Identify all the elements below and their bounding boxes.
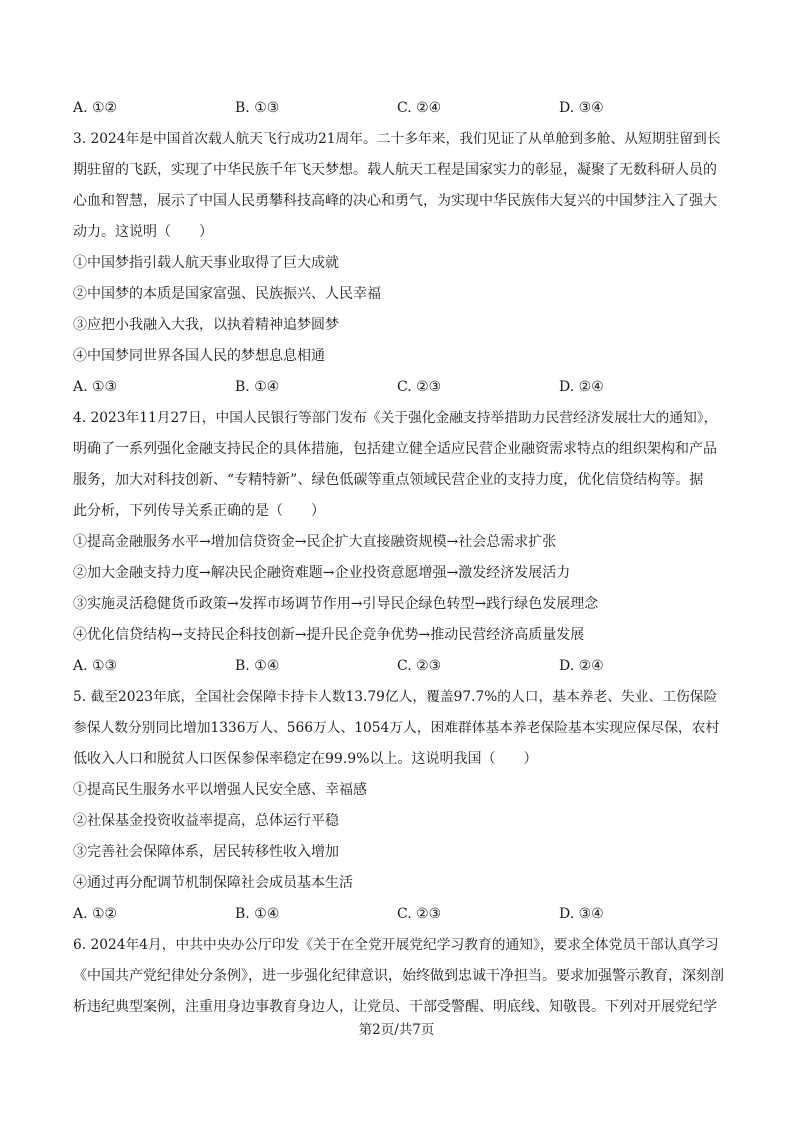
q4-option-b: B. ①④ [235, 658, 280, 674]
q5-options [73, 899, 725, 930]
q2-option-b: B. ①③ [235, 100, 280, 116]
q5-item-4: ④通过再分配调节机制保障社会成员基本生活 [73, 875, 353, 891]
question-4 [73, 403, 725, 682]
q3-option-a: A. ①③ [73, 379, 118, 395]
q3-option-d: D. ②④ [559, 379, 604, 395]
question-5 [73, 682, 725, 930]
q4-option-c: C. ②③ [397, 658, 442, 674]
q5-option-d: D. ③④ [559, 906, 604, 922]
q6-stem-line: 6. 2024年4月，中共中央办公厅印发《关于在全党开展党纪学习教育的通知》，要求全体党员干部认真学习 [73, 937, 719, 953]
q2-option-a: A. ①② [73, 100, 118, 116]
q3-item-4: ④中国梦同世界各国人民的梦想息息相通 [73, 348, 325, 364]
q3-option-b: B. ①④ [235, 379, 280, 395]
q4-item-3: ③实施灵活稳健货币政策→发挥市场调节作用→引导民企绿色转型→践行绿色发展理念 [73, 596, 599, 612]
q2-option-d: D. ③④ [559, 100, 604, 116]
q3-item-3: ③应把小我融入大我，以执着精神追梦圆梦 [73, 317, 339, 333]
question-3 [73, 124, 725, 403]
q3-stem-line: 心血和智慧，展示了中国人民勇攀科技高峰的决心和勇气，为实现中华民族伟大复兴的中国梦注入了强大 [73, 193, 717, 209]
q6-stem-line: 《中国共产党纪律处分条例》，进一步强化纪律意识，始终做到忠诚干净担当。要求加强警示教育，深刻剖 [73, 968, 724, 984]
q5-stem-line: 低收入人口和脱贫人口医保参保率稳定在99.9%以上。这说明我国（ ） [73, 751, 538, 767]
q5-option-c: C. ②③ [397, 906, 442, 922]
q4-item-1: ①提高金融服务水平→增加信贷资金→民企扩大直接融资规模→社会总需求扩张 [73, 534, 557, 550]
q5-item-1: ①提高民生服务水平以增强人民安全感、幸福感 [73, 782, 367, 798]
q5-stem-line: 5. 截至2023年底，全国社会保障卡持卡人数13.79亿人，覆盖97.7%的人口，基本养老、失业、工伤保险 [73, 689, 718, 705]
q4-option-a: A. ①③ [73, 658, 118, 674]
q5-option-a: A. ①② [73, 906, 118, 922]
q4-stem-line: 服务，加大对科技创新、“专精特新”、绿色低碳等重点领域民营企业的支持力度，优化信贷结构等。据 [73, 472, 704, 488]
q3-stem-line: 动力。这说明（ ） [73, 224, 213, 240]
q3-stem-line: 3. 2024年是中国首次载人航天飞行成功21周年。二十多年来，我们见证了从单舱到多舱、从短期驻留到长 [73, 131, 721, 147]
q4-stem-line: 明确了一系列强化金融支持民企的具体措施，包括建立健全适应民营企业融资需求特点的组织架构和产品 [73, 441, 717, 457]
q4-item-2: ②加大金融支持力度→解决民企融资难题→企业投资意愿增强→激发经济发展活力 [73, 565, 571, 581]
q5-stem-line: 参保人数分别同比增加1336万人、566万人、1054万人，困难群体基本养老保险基本实现应保尽保，农村 [73, 720, 720, 736]
q5-item-2: ②社保基金投资收益率提高，总体运行平稳 [73, 813, 339, 829]
q4-option-d: D. ②④ [559, 658, 604, 674]
page-number: 第2页/共7页 [358, 1022, 435, 1038]
q3-item-2: ②中国梦的本质是国家富强、民族振兴、人民幸福 [73, 286, 381, 302]
q5-option-b: B. ①④ [235, 906, 280, 922]
q2-options [73, 93, 725, 124]
q3-item-1: ①中国梦指引载人航天事业取得了巨大成就 [73, 255, 339, 271]
q4-options [73, 651, 725, 682]
question-6 [73, 930, 725, 1023]
q4-item-4: ④优化信贷结构→支持民企科技创新→提升民企竞争优势→推动民营经济高质量发展 [73, 627, 585, 643]
q2-option-c: C. ②④ [397, 100, 442, 116]
q3-option-c: C. ②③ [397, 379, 442, 395]
q3-stem-line: 期驻留的飞跃，实现了中华民族千年飞天梦想。载人航天工程是国家实力的彰显，凝聚了无数科研人员的 [73, 162, 717, 178]
q3-options [73, 372, 725, 403]
q5-item-3: ③完善社会保障体系，居民转移性收入增加 [73, 844, 339, 860]
page-content [73, 93, 725, 1023]
q4-stem-line: 4. 2023年11月27日，中国人民银行等部门发布《关于强化金融支持举措助力民营经济发展壮大的通知》， [73, 410, 718, 426]
q6-stem-line: 析违纪典型案例，注重用身边事教育身边人，让党员、干部受警醒、明底线、知敬畏。下列对开展党纪学 [73, 999, 717, 1015]
q4-stem-line: 此分析，下列传导关系正确的是（ ） [73, 503, 325, 519]
